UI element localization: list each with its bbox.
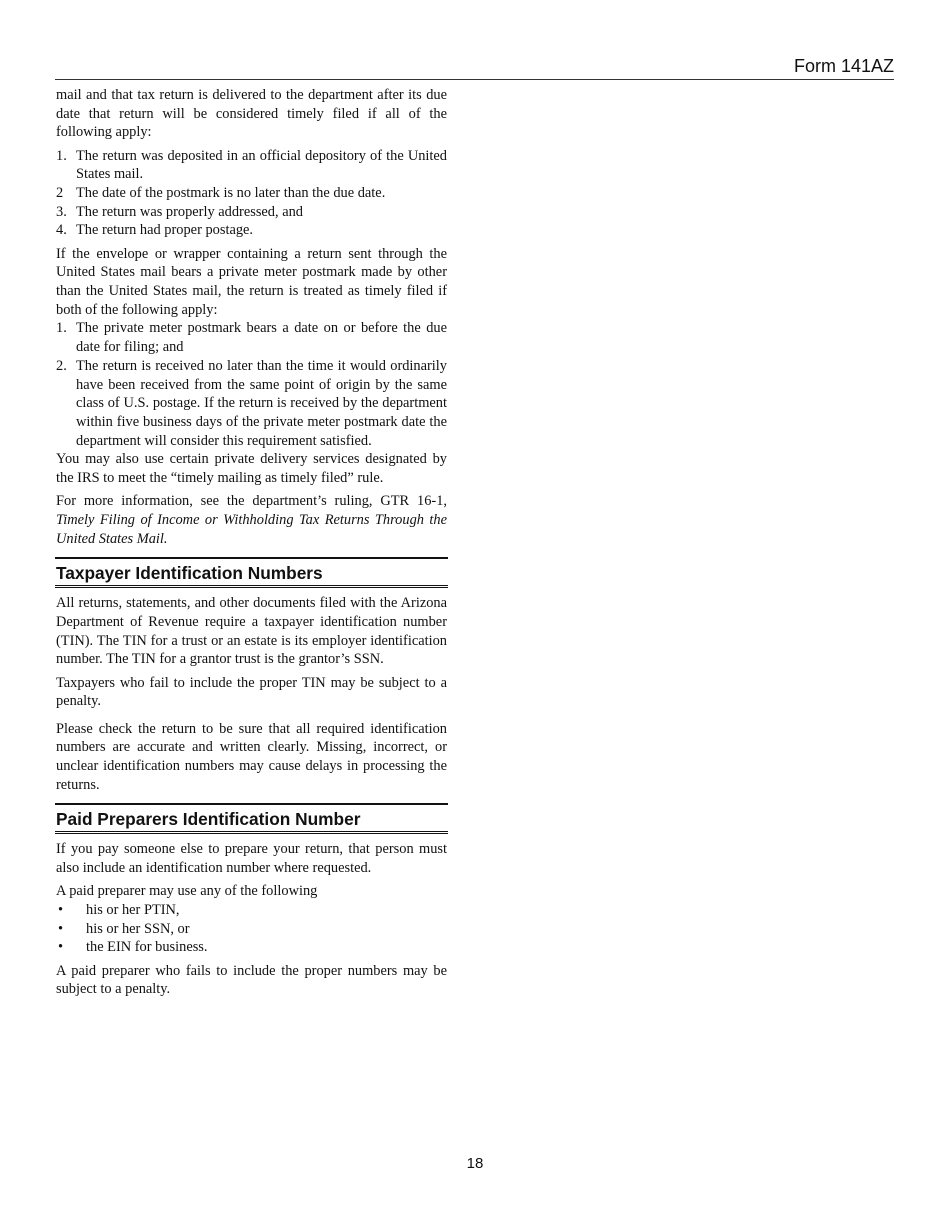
intro-paragraph: mail and that tax return is delivered to the department after its due date that return will be considered timely filed if all of the following apply: [56,87,447,141]
list-text: The private meter postmark bears a date on or before the due date for filing; and [76,320,447,356]
list-text: his or her SSN, or [86,920,190,937]
list-number: 2. [56,357,67,374]
ruling-title: Timely Filing of Income or Withholding Tax Returns Through the United States Mail. [56,511,447,547]
list-number: 2 [56,185,64,202]
list-item [56,938,447,957]
private-meter-paragraph: If the envelope or wrapper containing a return sent through the United States mail bears a private meter postmark made by other than the United States mail, the return is treated as timely filed if both of the following apply: [56,245,447,318]
page-number: 18 [466,1155,484,1172]
private-meter-conditions-list [56,319,447,450]
list-number: 1. [56,147,67,164]
tin-paragraph: All returns, statements, and other documents filed with the Arizona Department of Revenue require a taxpayer identification number (TIN). The TIN for a trust or an estate is its employer identification number. The TIN for a grantor trust is the grantor’s SSN. [56,595,447,668]
list-item [56,203,447,222]
timely-filed-conditions-list [56,147,447,241]
list-item [56,920,447,939]
list-text: the EIN for business. [86,939,208,956]
tin-check-paragraph: Please check the return to be sure that all required identification numbers are accurate and written clearly. Missing, incorrect, or unclear identification numbers may cause delays in processing the returns. [56,720,447,793]
header-rule [55,79,894,80]
tin-penalty-paragraph: Taxpayers who fail to include the proper TIN may be subject to a penalty. [56,674,447,710]
more-info-text: For more information, see the department’s ruling, GTR 16-1, [56,493,447,510]
list-item [56,357,447,451]
preparer-id-list [56,901,447,957]
text-column [56,86,447,1004]
list-text: The return was deposited in an official depository of the United States mail. [76,147,447,183]
delivery-services-paragraph: You may also use certain private delivery services designated by the IRS to meet the “timely mailing as timely filed” rule. [56,451,447,487]
form-title: Form 141AZ [793,56,894,76]
more-info-paragraph [56,492,447,548]
bullet-icon: • [58,902,64,919]
list-item [56,319,447,356]
list-number: 4. [56,222,67,239]
list-number: 1. [56,320,67,337]
bullet-icon: • [58,939,64,956]
list-item [56,184,447,203]
list-item [56,147,447,184]
preparer-list-intro: A paid preparer may use any of the following [56,883,318,900]
preparer-section-heading: Paid Preparers Identification Number [55,803,448,834]
preparer-paragraph: If you pay someone else to prepare your return, that person must also include an identification number where requested. [56,841,447,877]
list-text: The return had proper postage. [76,222,254,239]
tin-section-heading: Taxpayer Identification Numbers [55,557,448,588]
list-item [56,221,447,240]
bullet-icon: • [58,920,64,937]
preparer-penalty-paragraph: A paid preparer who fails to include the proper numbers may be subject to a penalty. [56,962,447,998]
list-text: his or her PTIN, [86,902,180,919]
list-item [56,901,447,920]
list-text: The return was properly addressed, and [76,203,303,220]
list-text: The return is received no later than the time it would ordinarily have been received from the same point of origin by the same class of U.S. postage. If the return is received by the department within five business days of the private meter postmark date the department will consider this requirement satisfied. [76,357,447,449]
list-number: 3. [56,203,67,220]
list-text: The date of the postmark is no later than the due date. [76,185,386,202]
